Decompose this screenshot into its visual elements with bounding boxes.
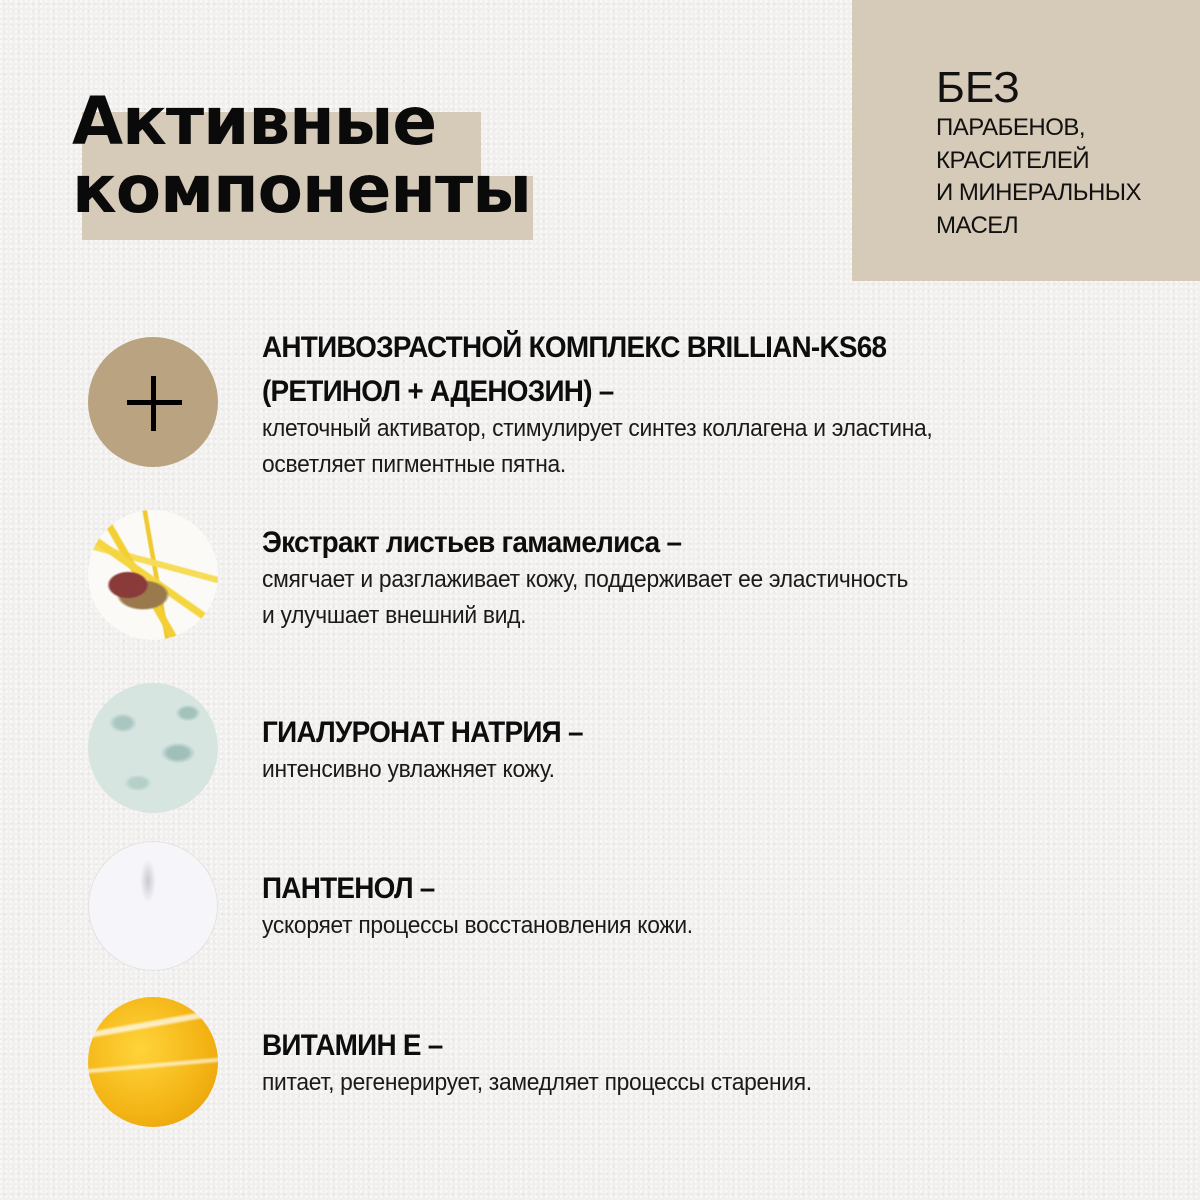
page-title	[72, 83, 531, 228]
component-title	[262, 326, 886, 414]
page-title-line: Активные	[72, 83, 437, 160]
component-description-line: и улучшает внешний вид.	[262, 602, 527, 629]
free-from-item: МАСЕЛ	[936, 211, 1019, 239]
component-title-line: Экстракт листьев гамамелиса –	[262, 526, 682, 559]
component-description	[262, 1065, 812, 1101]
cream-texture-image	[88, 841, 218, 971]
hyaluronic-gel-image	[88, 683, 218, 813]
component-description-line: осветляет пигментные пятна.	[262, 451, 566, 478]
component-description	[262, 562, 908, 634]
free-from-heading: БЕЗ	[936, 63, 1020, 112]
witch-hazel-flower-image	[88, 510, 218, 640]
free-from-list	[936, 112, 1141, 242]
component-title-line: АНТИВОЗРАСТНОЙ КОМПЛЕКС BRILLIAN-KS68	[262, 331, 887, 364]
component-title	[262, 711, 583, 755]
component-description-line: клеточный активатор, стимулирует синтез коллагена и эластина,	[262, 415, 933, 442]
component-title	[262, 1024, 443, 1068]
component-title	[262, 521, 681, 565]
free-from-item: И МИНЕРАЛЬНЫХ	[936, 179, 1142, 206]
component-description	[262, 908, 693, 944]
component-description-line: смягчает и разглаживает кожу, поддерживает ее эластичность	[262, 566, 909, 593]
free-from-item: КРАСИТЕЛЕЙ	[936, 146, 1090, 174]
component-title-line: ПАНТЕНОЛ –	[262, 872, 435, 905]
free-from-box	[852, 0, 1200, 281]
component-title-line: (РЕТИНОЛ + АДЕНОЗИН) –	[262, 375, 614, 408]
component-description-line: ускоряет процессы восстановления кожи.	[262, 912, 693, 939]
page-title-line: компоненты	[72, 151, 531, 228]
free-from-item: ПАРАБЕНОВ,	[936, 114, 1086, 141]
component-description-line: интенсивно увлажняет кожу.	[262, 756, 555, 783]
component-description	[262, 752, 555, 788]
component-title	[262, 867, 435, 911]
component-description	[262, 411, 932, 483]
component-title-line: ГИАЛУРОНАТ НАТРИЯ –	[262, 716, 583, 749]
plus-icon	[88, 337, 218, 467]
component-title-line: ВИТАМИН Е –	[262, 1029, 443, 1062]
component-description-line: питает, регенерирует, замедляет процессы старения.	[262, 1069, 812, 1096]
vitamin-e-capsules-image	[88, 997, 218, 1127]
